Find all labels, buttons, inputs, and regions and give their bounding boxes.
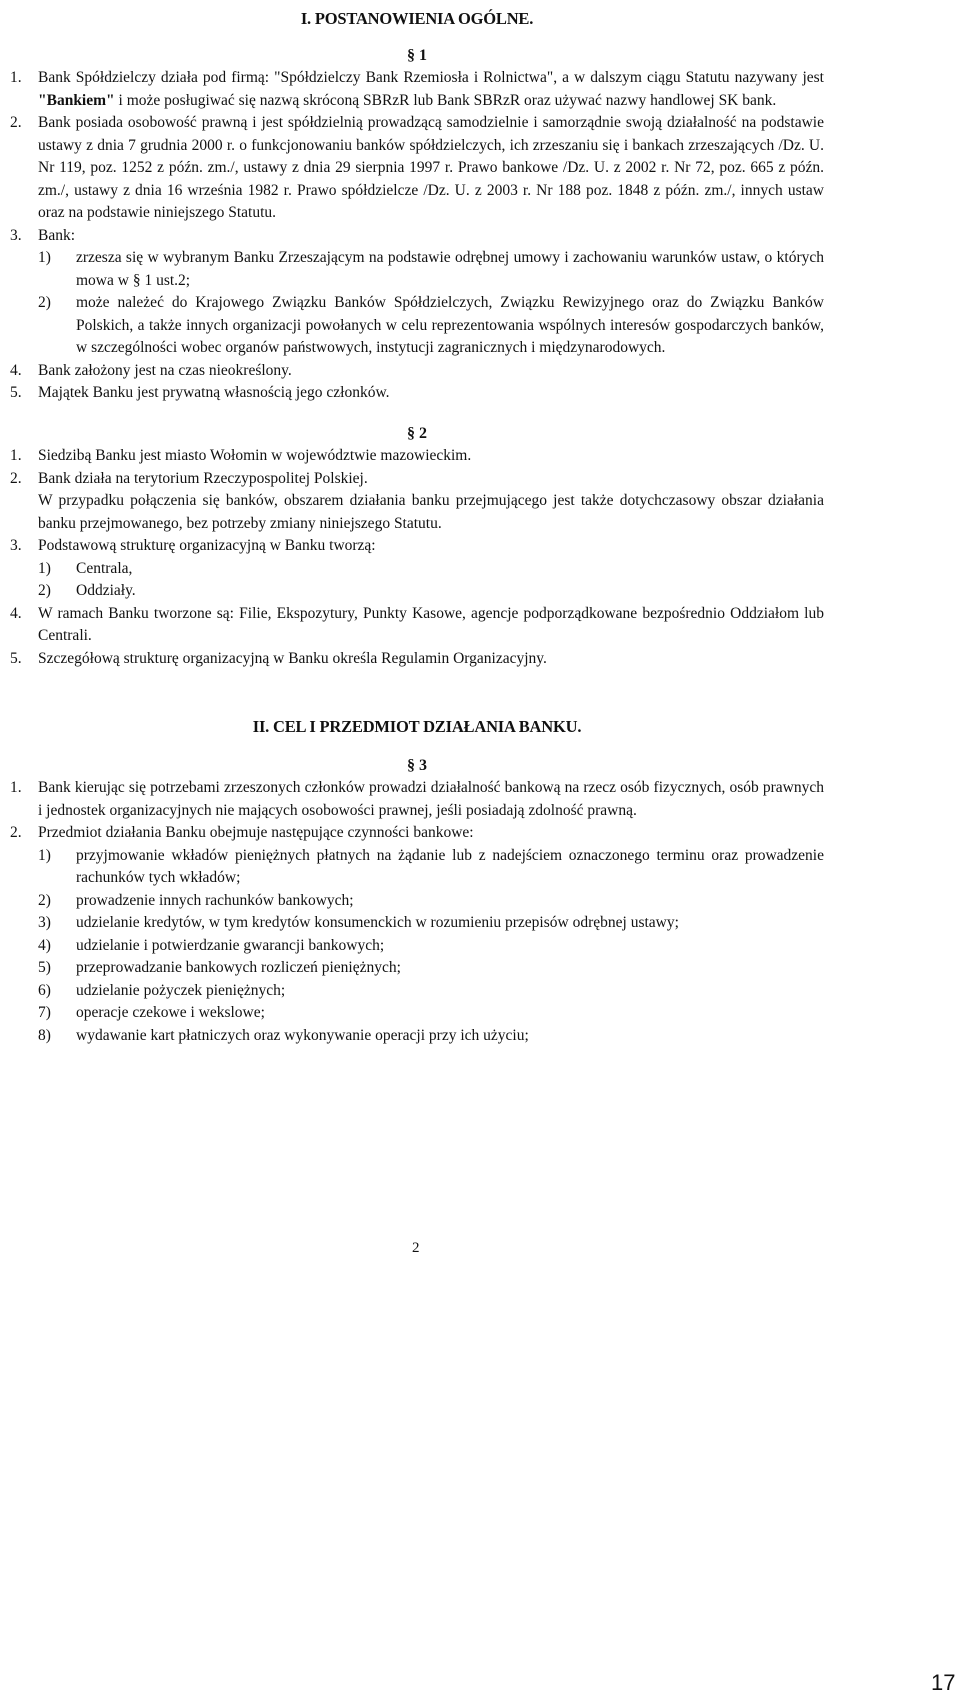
sub-item-number: 4) (38, 936, 51, 954)
paragraph-sign: § 2 (407, 424, 427, 442)
page-number: 2 (412, 1240, 420, 1256)
sub-item-text: Centrala, (76, 559, 133, 577)
sub-item-text: Oddziały. (76, 582, 136, 599)
sub-item-text: zrzesza się w wybranym Banku Zrzeszającym na podstawie odrębnej umowy i zachowaniu warunków ustaw, o których mowa w § 1 ust.2; (76, 249, 824, 289)
sub-item-number: 8) (38, 1026, 51, 1044)
item-text-part: Bank Spółdzielczy działa pod firmą: "Spółdzielczy Bank Rzemiosła i Rolnictwa", a w dalszym ciągu Statutu nazywany jest (38, 69, 824, 86)
sub-item-text: wydawanie kart płatniczych oraz wykonywanie operacji przy ich użyciu; (76, 1026, 529, 1044)
sub-item-number: 3) (38, 914, 51, 931)
item-text: Siedzibą Banku jest miasto Wołomin w województwie mazowieckim. (38, 447, 472, 464)
list-item (10, 360, 824, 383)
sub-item (38, 935, 824, 958)
item-text: Bank posiada osobowość prawną i jest spółdzielnią prowadzącą samodzielnie i samorządnie swoją działalność na podstawie ustawy z dnia 7 grudnia 2000 r. o funkcjonowaniu banków spółdzielczych, ich zrzeszaniu się i bankach zrzeszających /Dz. U. Nr 119, poz. 1252 z późn. zm./, ustawy z dnia 29 sierpnia 1997 r. Prawo bankowe /Dz. U. z 2002 r. Nr 72, poz. 665 z późn. zm./, ustawy z dnia 16 września 1982 r. Prawo spółdzielcze /Dz. U. z 2003 r. Nr 188 poz. 1848 z późn. zm./, innych ustaw oraz na podstawie niniejszego Statutu. (38, 114, 824, 221)
item-number: 1. (10, 69, 22, 86)
list-item (10, 445, 824, 468)
list-item (10, 777, 824, 822)
item-number: 1. (10, 779, 22, 796)
paragraph-2 (10, 423, 824, 671)
list-item (10, 225, 824, 248)
item-text: Majątek Banku jest prywatną własnością jego członków. (38, 384, 390, 401)
sub-item (38, 912, 824, 935)
item-number: 2. (10, 114, 22, 131)
list-item (10, 112, 824, 225)
list-item (10, 382, 824, 405)
item-text: Szczegółową strukturę organizacyjną w Banku określa Regulamin Organizacyjny. (38, 649, 547, 667)
sub-item-text: prowadzenie innych rachunków bankowych; (76, 891, 354, 909)
statute-text (10, 6, 824, 1065)
sub-item-number: 7) (38, 1004, 51, 1021)
sub-item (38, 845, 824, 890)
sub-item-text: udzielanie i potwierdzanie gwarancji bankowych; (76, 936, 385, 954)
item-text: W ramach Banku tworzone są: Filie, Ekspozytury, Punkty Kasowe, agencje podporządkowane bezpośrednio Oddziałom lub Centrali. (38, 604, 824, 644)
sub-item-number: 2) (38, 294, 51, 311)
item-text-part: i może posługiwać się nazwą skróconą SBRzR lub Bank SBRzR oraz używać nazwy handlowej SK bank. (114, 91, 777, 109)
item-continuation: W przypadku połączenia się banków, obszarem działania banku przejmującego jest także dotychczasowy obszar działania banku przejmowanego, bez potrzeby zmiany niniejszego Statutu. (38, 492, 824, 532)
sub-item (38, 292, 824, 360)
item-number: 2. (10, 469, 22, 487)
outer-page-number: 17 (931, 1670, 956, 1695)
list-item (10, 67, 824, 112)
item-number: 4. (10, 604, 22, 622)
sub-item (38, 247, 824, 292)
sub-item-number: 2) (38, 582, 51, 599)
list-item (10, 603, 824, 648)
item-text (38, 67, 824, 112)
item-number: 5. (10, 649, 22, 667)
item-text: Bank założony jest na czas nieokreślony. (38, 361, 292, 379)
item-number: 2. (10, 824, 22, 841)
sub-item-number: 6) (38, 981, 51, 999)
sub-item-number: 5) (38, 959, 51, 976)
sub-item-number: 2) (38, 891, 51, 909)
sub-item-text: udzielanie pożyczek pieniężnych; (76, 981, 286, 999)
sub-item (38, 580, 824, 603)
sub-item-number: 1) (38, 846, 51, 864)
item-number: 1. (10, 447, 22, 464)
sub-item-text: może należeć do Krajowego Związku Banków Spółdzielczych, Związku Rewizyjnego oraz do Związku Banków Polskich, a także innych organizacji powołanych w celu reprezentowania wspólnych interesów gospodarczych banków, w szczególności wobec organów państwowych, instytucji zagranicznych i międzynarodowych. (76, 294, 824, 356)
list-item (10, 535, 824, 558)
list-item (10, 468, 824, 491)
bank-defined-term: "Bankiem" (38, 91, 115, 109)
paragraph-sign: § 3 (407, 756, 427, 774)
sub-item-text: przyjmowanie wkładów pieniężnych płatnych na żądanie lub z nadejściem oznaczonego terminu oraz prowadzenie rachunków tych wkładów; (76, 846, 824, 886)
sub-item-text: przeprowadzanie bankowych rozliczeń pieniężnych; (76, 959, 401, 976)
sub-item-text: udzielanie kredytów, w tym kredytów konsumenckich w rozumieniu przepisów odrębnej ustawy; (76, 914, 679, 931)
sub-item-number: 1) (38, 249, 51, 266)
sub-item-text: operacje czekowe i wekslowe; (76, 1004, 265, 1021)
section-title-purpose-and-scope: II. CEL I PRZEDMIOT DZIAŁANIA BANKU. (252, 717, 582, 736)
item-number: 3. (10, 537, 22, 554)
paragraph-1 (10, 45, 824, 405)
sub-item (38, 890, 824, 913)
item-text: Przedmiot działania Banku obejmuje następujące czynności bankowe: (38, 824, 474, 841)
sub-item-number: 1) (38, 559, 51, 577)
list-item (10, 648, 824, 671)
paragraph-3 (10, 755, 824, 1048)
item-text: Bank: (38, 226, 76, 244)
sub-item (38, 1025, 824, 1048)
item-number: 4. (10, 361, 22, 379)
sub-item (38, 980, 824, 1003)
item-number: 5. (10, 384, 22, 401)
sub-item (38, 558, 824, 581)
section-title-general-provisions: I. POSTANOWIENIA OGÓLNE. (300, 9, 534, 28)
list-item (10, 822, 824, 845)
item-text: Podstawową strukturę organizacyjną w Banku tworzą: (38, 537, 376, 554)
sub-item (38, 957, 824, 980)
item-text: Bank kierując się potrzebami zrzeszonych członków prowadzi działalność bankową na rzecz osób fizycznych, osób prawnych i jednostek organizacyjnych nie mających osobowości prawnej, jeśli posiadają zdolność prawną. (38, 779, 824, 819)
sub-item (38, 1002, 824, 1025)
paragraph-sign: § 1 (407, 46, 427, 64)
item-number: 3. (10, 226, 22, 244)
item-text: Bank działa na terytorium Rzeczypospolitej Polskiej. (38, 469, 368, 487)
